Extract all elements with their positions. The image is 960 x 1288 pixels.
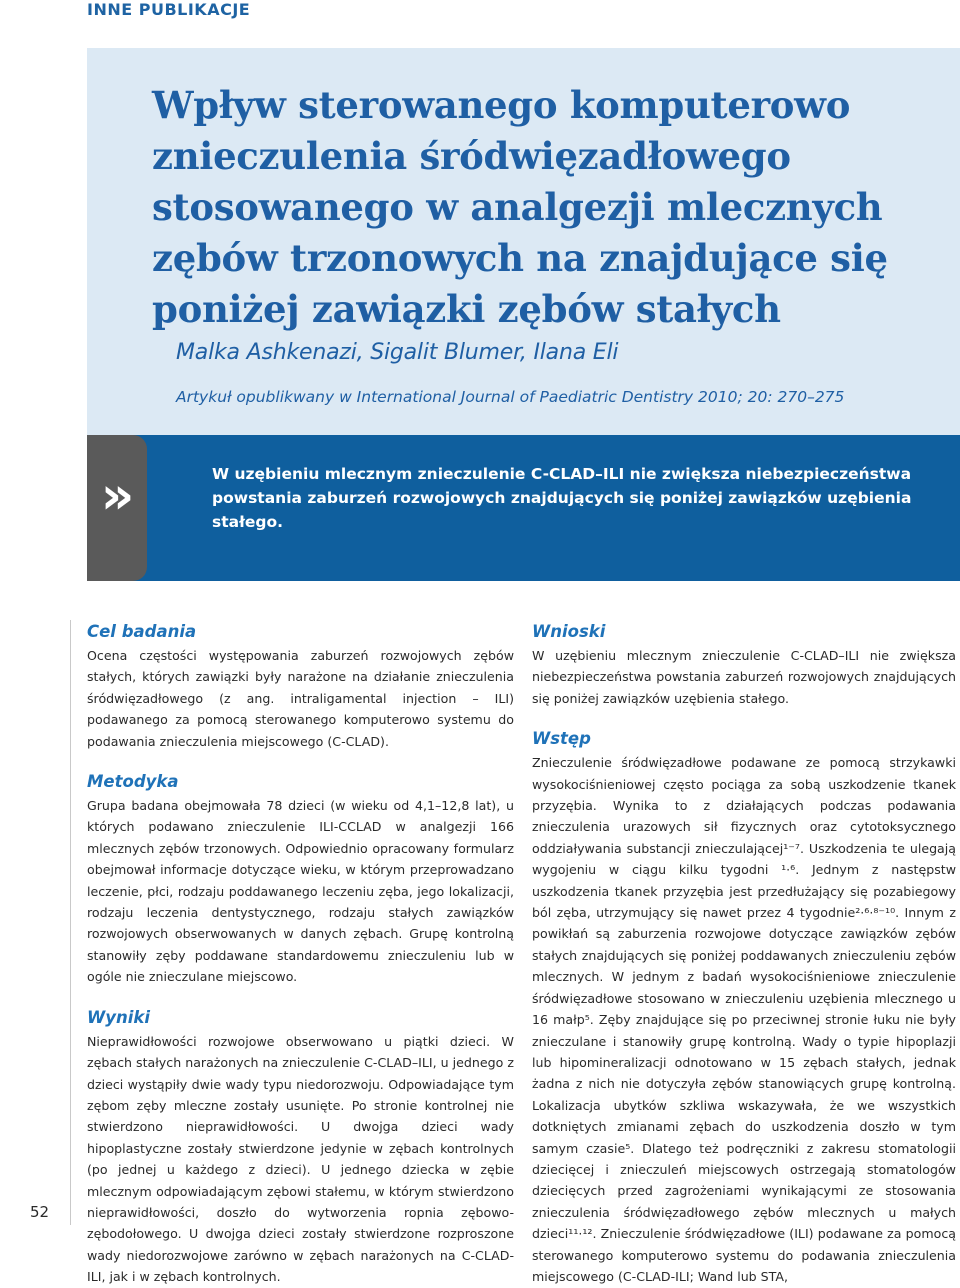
page-number: 52 bbox=[30, 1203, 50, 1221]
section-heading: Wyniki bbox=[87, 1007, 150, 1027]
quote-icon: » bbox=[100, 466, 135, 526]
title-line: stosowanego w analgezji mlecznych bbox=[152, 185, 883, 229]
page-rule bbox=[70, 620, 71, 1225]
title-line: Wpływ sterowanego komputerowo bbox=[152, 83, 851, 127]
section-heading: Wstęp bbox=[532, 729, 591, 749]
section-body: W uzębieniu mlecznym znieczulenie C-CLAD–ILI nie zwiększa niebezpieczeństwa powstania zaburzeń rozwojowych znajdujących się poniżej zawiązków uzębienia stałego. bbox=[532, 648, 956, 706]
right-column bbox=[532, 620, 956, 1287]
article-title bbox=[152, 80, 912, 335]
section-heading: Metodyka bbox=[87, 772, 179, 792]
section-wyniki bbox=[87, 1006, 514, 1288]
section-body: Grupa badana obejmowała 78 dzieci (w wieku od 4,1–12,8 lat), u których podawano znieczulenie ILI-CCLAD w analgezji 166 mlecznych zębów trzonowych. Odpowiednio opracowany formularz obejmował informacje dotyczące wieku, w którym przeprowadzano leczenie, płci, rodzaju poddawanego leczeniu zęba, jego lokalizacji, rodzaju leczenia dentystycznego, rodzaju stałych zawiązków rozwojowych obserwowanych w danych zębach. Grupę kontrolną stanowiły zęby poddawane standardowemu znieczuleniu lub w ogóle nie znieczulane miejscowo. bbox=[87, 798, 514, 985]
section-wnioski bbox=[532, 620, 956, 709]
section-body: Ocena częstości występowania zaburzeń rozwojowych zębów stałych, których zawiązki były narażone na działanie znieczulenia śródwięzadłowego (z ang. intraligamental injection – ILI) podawanego za pomocą sterowanego komputerowo systemu do podawania znieczulenia miejscowego (C-CLAD). bbox=[87, 648, 514, 749]
title-line: zębów trzonowych na znajdujące się bbox=[152, 236, 888, 280]
authors: Malka Ashkenazi, Sigalit Blumer, Ilana Eli bbox=[176, 340, 619, 365]
title-line: znieczulenia śródwięzadłowego bbox=[152, 134, 791, 178]
section-body: Nieprawidłowości rozwojowe obserwowano u piątki dzieci. W zębach stałych narażonych na znieczulenie C-CLAD–ILI, u jednego z dzieci wystąpiły dwie wady typu niedorozwoju. Odpowiadające tym zębom zęby mleczne zostały usunięte. Po stronie kontrolnej nie stwierdzono nieprawidłowości. U dwojga dzieci wady hipoplastyczne zostały stwierdzone jedynie w zębach kontrolnych (po jednej u każdego z dzieci). U jednego dziecka w zębie mlecznym odpowiadającym zębowi stałemu, w którym stwierdzono nieprawidłowości, doszło do wytworzenia ropnia zębowo-zębodołowego. U dwojga dzieci zostały stwierdzone rozproszone wady niedorozwojowe zarówno w zębach narażonych na C-CLAD-ILI, jak i w zębach kontrolnych. bbox=[87, 1033, 514, 1285]
citation: Artykuł opublikwany w International Journal of Paediatric Dentistry 2010; 20: 270–275 bbox=[176, 388, 845, 406]
left-column bbox=[87, 620, 514, 1288]
banner-text: W uzębieniu mlecznym znieczulenie C-CLAD–ILI nie zwiększa niebezpieczeństwa powstania zaburzeń rozwojowych znajdujących się poniżej zawiązków uzębienia stałego. bbox=[212, 465, 912, 531]
section-body: Znieczulenie śródwięzadłowe podawane ze pomocą strzykawki wysokociśnieniowej często pociąga za sobą uszkodzenie tkanek przyzębia. Wynika to z działających podczas podawania znieczulenia urazowych sił fizycznych oraz cytotoksycznego oddziaływania substancji znieczulającej¹⁻⁷. Uszkodzenia te ulegają wygojeniu w ciągu kilku tygodni ¹·⁶. Jednym z następstw uszkodzenia tkanek przyzębia jest przedłużający się pozabiegowy ból zęba, utrzymujący się nawet przez 4 tygodnie²·⁶·⁸⁻¹⁰. Innym z powikłań są zaburzenia rozwojowe dotyczące zawiązków zębów stałych znajdujących się poniżej poddawanych znieczuleniu zębów mlecznych. W jednym z badań wysokociśnieniowe znieczulenie śródwięzadłowe stosowano w znieczuleniu uzębienia mlecznego u 16 małp⁵. Zęby znajdujące się po przeciwnej stronie łuku nie były znieczulane i stanowiły grupę kontrolną. Wady o typie hipoplazji lub hipomineralizacji odnotowano w 15 zębach stałych, jednak żadna z nich nie dotyczyła zębów stanowiących grupę kontrolną. Lokalizacja ubytków szkliwa wskazywała, że we wszystkich dotkniętych zmianami zębach do uszkodzenia doszło w tym samym czasie⁵. Dlatego też podręczniki z zakresu stomatologii dziecięcej i znieczuleń miejscowych ostrzegają stomatologów dziecięcych przed zagrożeniami wynikającymi ze stosowania znieczulenia śródwięzadłowego zębów mlecznych u małych dzieci¹¹·¹². Znieczulenie śródwięzadłowe (ILI) podawane za pomocą sterowanego komputerowo systemu do podawania znieczulenia miejscowego (C-CLAD-ILI; Wand lub STA, bbox=[532, 755, 956, 1284]
section-heading: Cel badania bbox=[87, 622, 197, 641]
section-cel-badania bbox=[87, 620, 514, 752]
section-label: INNE PUBLIKACJE bbox=[87, 0, 251, 19]
section-metodyka bbox=[87, 770, 514, 988]
title-line: poniżej zawiązki zębów stałych bbox=[152, 287, 781, 331]
section-wstep bbox=[532, 727, 956, 1287]
section-heading: Wnioski bbox=[532, 622, 606, 641]
